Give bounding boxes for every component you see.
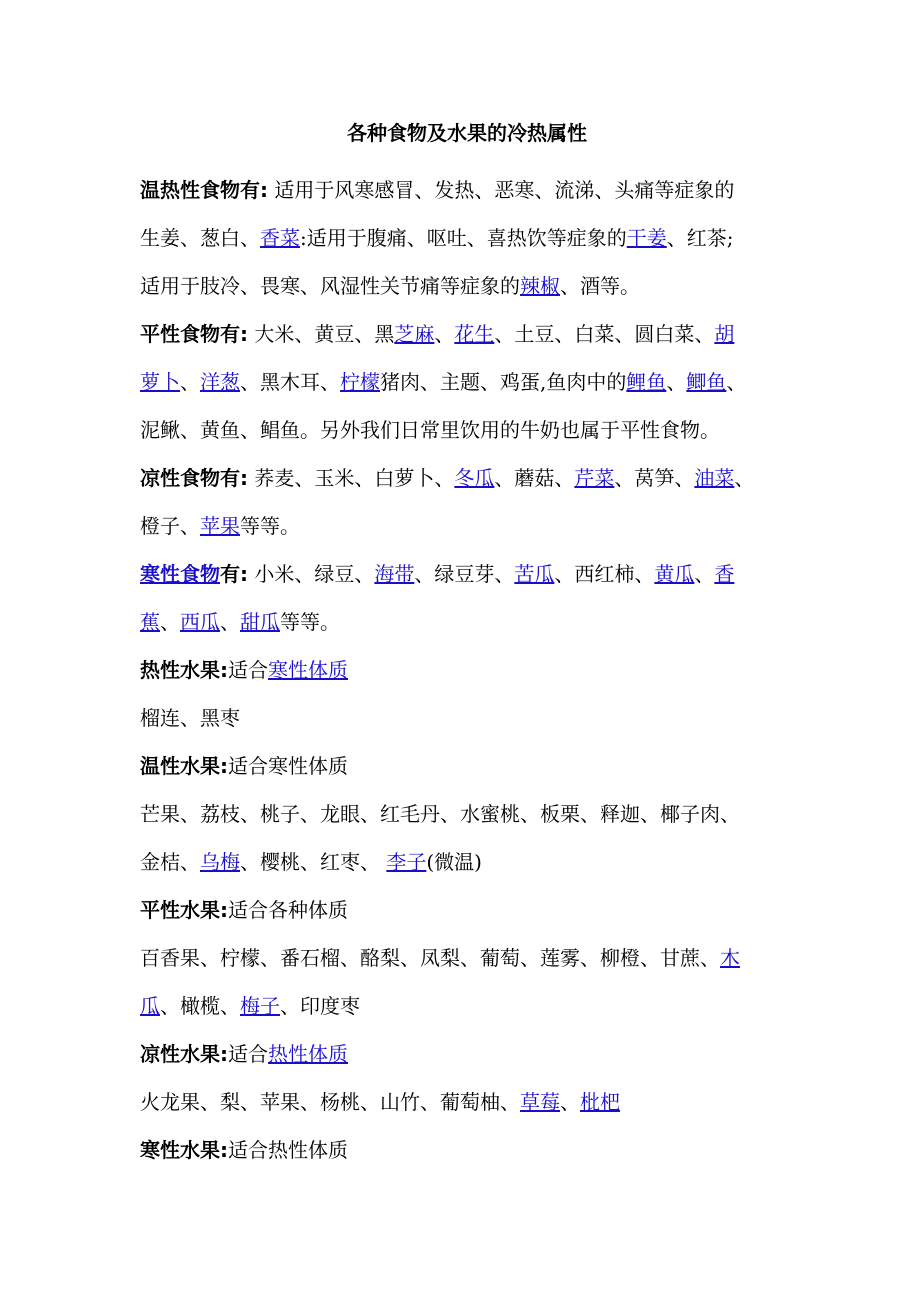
- text-segment: 、: [726, 370, 747, 394]
- text-segment: :适用于腹痛、呕吐、喜热饮等症象的: [300, 226, 627, 250]
- text-line: [140, 406, 782, 454]
- keyword-link[interactable]: 甜瓜: [240, 610, 280, 634]
- keyword-link[interactable]: 热性体质: [268, 1042, 348, 1066]
- section-neutral-foods: [140, 310, 782, 454]
- text-line: [140, 646, 782, 694]
- document-page: [140, 118, 782, 1174]
- section-cold-fruits: [140, 1126, 782, 1174]
- keyword-link[interactable]: 苦瓜: [514, 562, 555, 586]
- section-warm-hot-foods: [140, 166, 782, 310]
- section-label: 有: [220, 562, 240, 586]
- text-segment: 橙子、: [140, 514, 200, 538]
- text-segment: 火龙果、梨、苹果、杨桃、山竹、葡萄柚、: [140, 1090, 520, 1114]
- text-segment: (微温): [426, 850, 482, 874]
- keyword-link[interactable]: 乌梅: [200, 850, 240, 874]
- text-segment: 猪肉、主题、鸡蛋,鱼肉中的: [380, 370, 627, 394]
- section-warm-fruits: [140, 742, 782, 886]
- section-label: :: [220, 1042, 228, 1066]
- section-label: 热性水果: [140, 658, 220, 682]
- section-label: :: [240, 466, 248, 490]
- section-label: 温性水果: [140, 754, 220, 778]
- section-label: :: [240, 322, 248, 346]
- section-label: 凉性水果: [140, 1042, 220, 1066]
- section-label: 寒性水果: [140, 1138, 220, 1162]
- section-label: :: [220, 754, 228, 778]
- text-line: [140, 982, 782, 1030]
- keyword-link[interactable]: 西瓜: [180, 610, 220, 634]
- section-label: 平性水果: [140, 898, 220, 922]
- text-line: [140, 1126, 782, 1174]
- text-line: [140, 214, 782, 262]
- text-segment: 生姜、葱白、: [140, 226, 260, 250]
- keyword-link[interactable]: 冬瓜: [454, 466, 495, 490]
- text-segment: 、: [180, 370, 200, 394]
- text-line: [140, 310, 782, 358]
- keyword-link[interactable]: 苹果: [200, 514, 240, 538]
- text-segment: 、: [734, 466, 755, 490]
- page-title: 各种食物及水果的冷热属性: [347, 121, 587, 145]
- keyword-link[interactable]: 梅子: [240, 994, 280, 1018]
- text-segment: 、: [220, 610, 240, 634]
- text-segment: 、绿豆芽、: [414, 562, 515, 586]
- keyword-link[interactable]: 草莓: [520, 1090, 560, 1114]
- text-segment: 泥鳅、黄鱼、鲳鱼。另外我们日常里饮用的牛奶也属于平性食物。: [140, 418, 720, 442]
- text-line: [140, 550, 782, 598]
- section-cold-foods: [140, 550, 782, 646]
- keyword-link[interactable]: 李子: [386, 850, 427, 874]
- text-segment: 、红茶;: [666, 226, 734, 250]
- section-label: :: [220, 898, 228, 922]
- text-segment: 、莴笋、: [614, 466, 695, 490]
- section-cool-fruits: [140, 1030, 782, 1126]
- text-line: [140, 838, 782, 886]
- keyword-link[interactable]: 鲫鱼: [686, 370, 727, 394]
- keyword-link[interactable]: 瓜: [140, 994, 160, 1018]
- text-segment: 、印度枣: [280, 994, 360, 1018]
- text-line: [140, 454, 782, 502]
- text-segment: 适合: [228, 1042, 268, 1066]
- document-body: [140, 166, 782, 1174]
- text-segment: 荞麦、玉米、白萝卜、: [248, 466, 455, 490]
- text-segment: 、: [666, 370, 687, 394]
- section-label: 平性食物有: [140, 322, 240, 346]
- text-segment: 榴连、黑枣: [140, 706, 240, 730]
- text-segment: 适合寒性体质: [228, 754, 348, 778]
- text-line: [140, 166, 782, 214]
- keyword-link[interactable]: 木: [720, 946, 740, 970]
- keyword-link[interactable]: 香: [714, 562, 735, 586]
- section-hot-fruits: [140, 646, 782, 742]
- keyword-link[interactable]: 油菜: [694, 466, 735, 490]
- keyword-link[interactable]: 柠檬: [340, 370, 380, 394]
- keyword-link[interactable]: 香菜: [260, 226, 300, 250]
- section-label: 温热性食物有: [140, 178, 260, 202]
- text-segment: 、西红柿、: [554, 562, 655, 586]
- text-line: [140, 742, 782, 790]
- section-label: :: [220, 1138, 228, 1162]
- text-line: [140, 598, 782, 646]
- text-line: [140, 886, 782, 934]
- text-line: [140, 358, 782, 406]
- keyword-link[interactable]: 枇杷: [580, 1090, 620, 1114]
- keyword-link[interactable]: 黄瓜: [654, 562, 695, 586]
- text-segment: 、: [560, 1090, 580, 1114]
- text-segment: 适用于肢冷、畏寒、风湿性关节痛等症象的: [140, 274, 520, 298]
- keyword-link[interactable]: 胡: [714, 322, 735, 346]
- text-segment: 适合: [228, 658, 268, 682]
- text-segment: 金桔、: [140, 850, 200, 874]
- section-label: :: [220, 658, 228, 682]
- text-segment: 、酒等。: [560, 274, 640, 298]
- text-line: [140, 502, 782, 550]
- section-label: :: [240, 562, 248, 586]
- text-segment: 适用于风寒感冒、发热、恶寒、流涕、头痛等症象的: [268, 178, 735, 202]
- text-segment: 、: [434, 322, 455, 346]
- keyword-link[interactable]: 海带: [374, 562, 415, 586]
- text-line: [140, 934, 782, 982]
- keyword-link[interactable]: 寒性食物: [140, 562, 220, 586]
- section-neutral-fruits: [140, 886, 782, 1030]
- keyword-link[interactable]: 洋葱: [200, 370, 240, 394]
- text-segment: 适合各种体质: [228, 898, 348, 922]
- keyword-link[interactable]: 辣椒: [520, 274, 560, 298]
- text-line: [140, 694, 782, 742]
- text-line: [140, 262, 782, 310]
- keyword-link[interactable]: 萝卜: [140, 370, 180, 394]
- text-segment: 芒果、荔枝、桃子、龙眼、红毛丹、水蜜桃、板栗、释迦、椰子肉、: [140, 802, 740, 826]
- text-segment: 百香果、柠檬、番石榴、酪梨、凤梨、葡萄、莲雾、柳橙、甘蔗、: [140, 946, 720, 970]
- text-segment: 小米、绿豆、: [248, 562, 375, 586]
- section-label: 凉性食物有: [140, 466, 240, 490]
- keyword-link[interactable]: 芹菜: [574, 466, 615, 490]
- keyword-link[interactable]: 鲤鱼: [626, 370, 667, 394]
- keyword-link[interactable]: 芝麻: [394, 322, 435, 346]
- text-segment: 适合热性体质: [228, 1138, 348, 1162]
- keyword-link[interactable]: 花生: [454, 322, 495, 346]
- keyword-link[interactable]: 干姜: [626, 226, 667, 250]
- text-segment: 等等。: [240, 514, 300, 538]
- text-segment: 、黑木耳、: [240, 370, 340, 394]
- text-segment: 等等。: [280, 610, 340, 634]
- text-line: [140, 1078, 782, 1126]
- text-segment: 、樱桃、红枣、: [240, 850, 387, 874]
- keyword-link[interactable]: 蕉: [140, 610, 160, 634]
- text-segment: 大米、黄豆、黑: [248, 322, 395, 346]
- text-segment: 、土豆、白菜、圆白菜、: [494, 322, 715, 346]
- text-segment: 、: [160, 610, 180, 634]
- keyword-link[interactable]: 寒性体质: [268, 658, 348, 682]
- text-line: [140, 1030, 782, 1078]
- section-cool-foods: [140, 454, 782, 550]
- text-segment: 、橄榄、: [160, 994, 240, 1018]
- text-segment: 、: [694, 562, 715, 586]
- text-line: [140, 790, 782, 838]
- text-segment: 、蘑菇、: [494, 466, 575, 490]
- section-label: :: [260, 178, 268, 202]
